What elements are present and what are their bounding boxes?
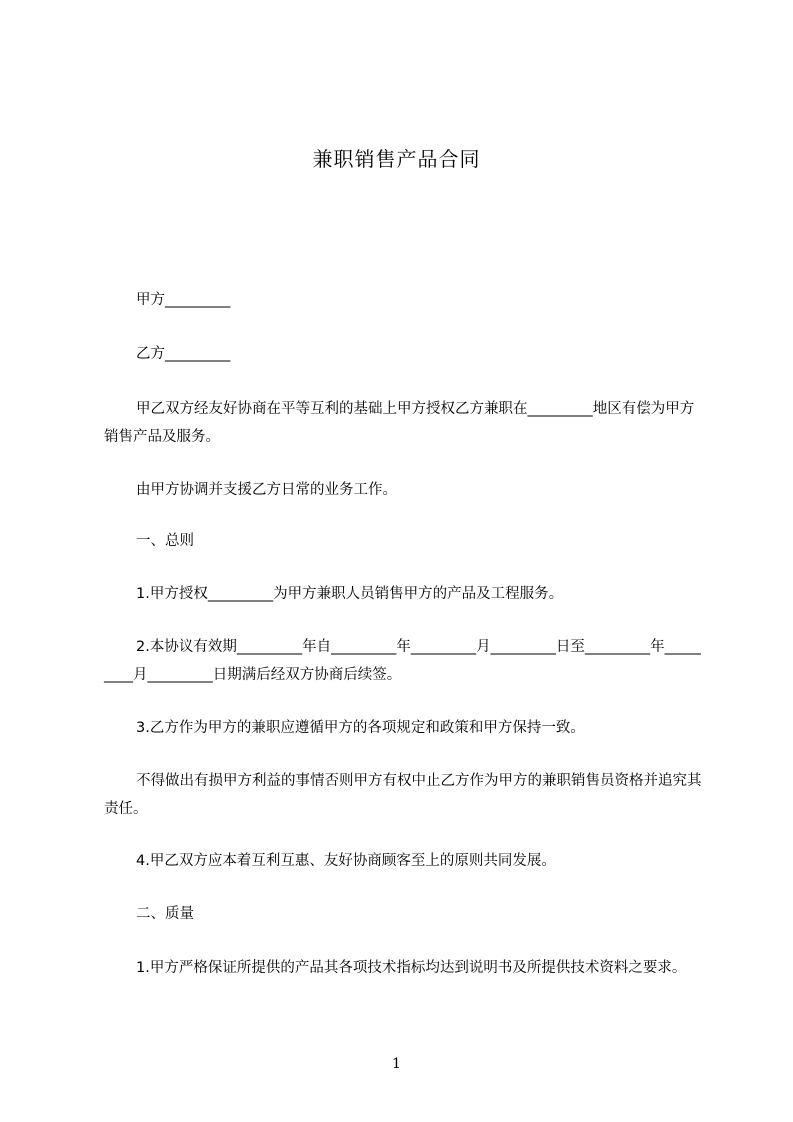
party-a-line: 甲方_________	[136, 292, 231, 308]
section-1-item-3: 3.乙方作为甲方的兼职应遵循甲方的各项规定和政策和甲方保持一致。	[136, 720, 585, 736]
section-2-item-1: 1.甲方严格保证所提供的产品其各项技术指标均达到说明书及所提供技术资料之要求。	[136, 960, 687, 976]
document-title: 兼职销售产品合同	[312, 147, 481, 171]
support-paragraph: 由甲方协调并支援乙方日常的业务工作。	[136, 482, 397, 498]
intro-paragraph: 甲乙双方经友好协商在平等互利的基础上甲方授权乙方兼职在_________地区有偿为甲方销售产品及服务。	[104, 401, 695, 445]
party-b-line: 乙方_________	[136, 346, 231, 362]
section-1-heading: 一、总则	[136, 533, 194, 549]
section-1-item-1: 1.甲方授权_________为甲方兼职人员销售甲方的产品及工程服务。	[136, 586, 564, 602]
page-number: 1	[392, 1056, 401, 1072]
section-2-heading: 二、质量	[136, 906, 194, 922]
section-1-item-3-continued: 不得做出有损甲方利益的事情否则甲方有权中止乙方作为甲方的兼职销售员资格并追究其责任。	[104, 773, 702, 817]
section-1-item-4: 4.甲乙双方应本着互利互惠、友好协商顾客至上的原则共同发展。	[136, 853, 556, 869]
section-1-item-2: 2.本协议有效期_________年自_________年_________月_________日至_________年_________月_________日期满后经双方协商后续签。	[104, 639, 701, 683]
